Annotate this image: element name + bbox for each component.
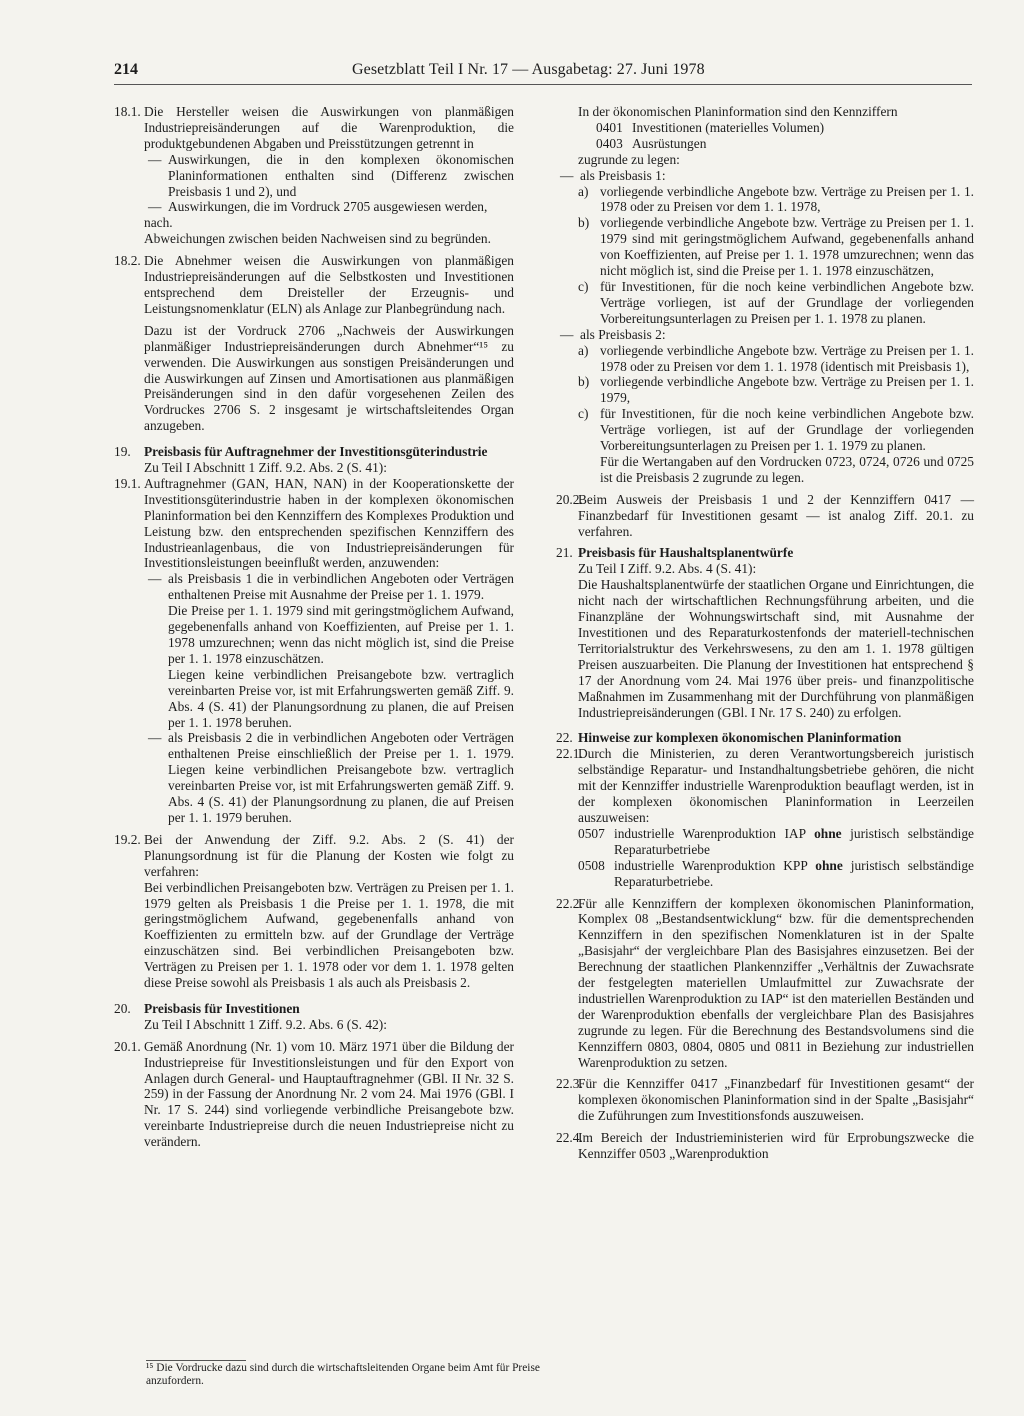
section-18-2 [114, 253, 514, 434]
dash-item: — Auswirkungen, die in den komplexen ökonomischen Planinformationen enthalten sind (Differenz zwischen Preisbasis 1 und 2), und [148, 151, 514, 199]
paragraph: Bei der Anwendung der Ziff. 9.2. Abs. 2 (S. 41) der Planungsordnung ist für die Planung der Kosten wie folgt zu verfahren: [144, 831, 514, 879]
section-20 [114, 1001, 514, 1033]
dash-item: — als Preisbasis 1 die in verbindlichen Angeboten oder Verträgen enthaltenen Preise mit Ausnahme der Preise per 1. 1. 1979. [148, 571, 514, 603]
letter-item: a) vorliegende verbindliche Angebote bzw. Verträge zu Preisen per 1. 1. 1978 oder zu Preisen vor dem 1. 1. 1978 (identisch mit Preisbasis 1), [578, 342, 974, 374]
paragraph: nach. [144, 215, 173, 231]
code-item: 0507 industrielle Warenproduktion IAP ohne juristisch selbständige Reparaturbetriebe [578, 825, 974, 857]
right-column [556, 104, 974, 1162]
paragraph: Beim Ausweis der Preisbasis 1 und 2 der Kennziffern 0417 — Finanzbedarf für Investitionen gesamt — ist analog Ziff. 20.1. zu verfahren. [578, 491, 974, 539]
section-number: 21. [556, 545, 573, 561]
section-number: 22.2. [556, 895, 583, 911]
section-number: 20.1. [114, 1038, 141, 1054]
section-19 [114, 444, 514, 476]
section-20-1-continued [556, 104, 974, 486]
section-number: 22.1. [556, 746, 583, 762]
paragraph: zugrunde zu legen: [578, 151, 680, 167]
running-title: Gesetzblatt Teil I Nr. 17 — Ausgabetag: 27. Juni 1978 [352, 61, 705, 78]
paragraph: Für die Wertangaben auf den Vordrucken 0723, 0724, 0726 und 0725 ist die Preisbasis 2 zugrunde zu legen. [600, 453, 974, 485]
paragraph: Die Hersteller weisen die Auswirkungen von planmäßigen Industriepreisänderungen auf die Warenproduktion, die produktgebundenen Abgaben und Preisstützungen getrennt in [144, 104, 514, 151]
paragraph: Die Preise per 1. 1. 1979 sind mit geringstmöglichem Aufwand, gegebenenfalls anhand von Koeffizienten, auf Preise per 1. 1. 1978 umzurechnen; wenn das nicht möglich ist, sind die Preise per 1. 1. 1978 einzuschätzen. [168, 603, 514, 666]
letter-item: b) vorliegende verbindliche Angebote bzw. Verträge zu Preisen per 1. 1. 1979, [578, 374, 974, 406]
header-rule [114, 84, 972, 85]
page-header [114, 62, 974, 84]
section-number: 22.3. [556, 1076, 583, 1092]
section-19-1 [114, 476, 514, 826]
section-number: 19.2. [114, 831, 141, 847]
section-number: 20.2. [556, 491, 583, 507]
section-number: 19.1. [114, 475, 141, 491]
paragraph: Dazu ist der Vordruck 2706 „Nachweis der Auswirkungen planmäßiger Industriepreisänderungen durch Abnehmer“¹⁵ zu verwenden. Die Auswirkungen aus sonstigen Preisänderungen und die Auswirkungen auf Zinsen und Amortisationen aus planmäßigen Preisänderungen sind in den dafür vorgesehenen Zeilen des Vordruckes 2706 S. 2 insgesamt je wirtschaftsleitendes Organ anzugeben. [144, 322, 514, 434]
section-number: 22. [556, 730, 573, 746]
paragraph: Liegen keine verbindlichen Preisangebote bzw. vertraglich vereinbarten Preise vor, ist mit Erfahrungswerten gemäß Ziff. 9. Abs. 4 (S. 41) der Planungsordnung zu planen, die auf Preisen per 1. 1. 1978 beruhen. [168, 666, 514, 730]
section-20-1 [114, 1039, 514, 1150]
section-22 [556, 730, 974, 746]
dash-item: — als Preisbasis 2 die in verbindlichen Angeboten oder Verträgen enthaltenen Preise einschließlich der Preise per 1. 1. 1979. Liegen keine verbindlichen Preisangebote bzw. vertraglich vereinbarten Preise vor, ist mit Erfahrungswerten gemäß Ziff. 9. Abs. 4 (S. 41) der Planungsordnung zu planen, die auf Preisen per 1. 1. 1979 beruhen. [148, 730, 514, 825]
paragraph: Auftragnehmer (GAN, HAN, NAN) in der Kooperationskette der Investitionsgüterindustrie haben in der komplexen ökonomischen Planinformation bei den Kennziffern des Komplexes Produktion und Leistung bzw. den entsprechenden spezifischen Kennziffern des Industrieanlagenbaus, die von Industriepreisänderungen für Investitionsleistungen beeinflußt werden, anzuwenden: [144, 475, 514, 571]
section-22-2 [556, 896, 974, 1071]
code-item: 0401 Investitionen (materielles Volumen) [596, 119, 825, 135]
code-item: 0403 Ausrüstungen [596, 135, 707, 151]
section-heading: Preisbasis für Auftragnehmer der Investitionsgüterindustrie [144, 444, 488, 460]
paragraph: Durch die Ministerien, zu deren Verantwortungsbereich juristisch selbständige Reparatur- und Instandhaltungsbetriebe gehören, die nicht mit der Kennziffer industrielle Warenproduktion beauflagt werden, ist in der komplexen ökonomischen Planinformation in Leerzeilen auszuweisen: [578, 746, 974, 825]
section-22-4 [556, 1130, 974, 1162]
reference: Zu Teil I Abschnitt 1 Ziff. 9.2. Abs. 2 (S. 41): [144, 460, 387, 476]
section-heading: Preisbasis für Investitionen [144, 1000, 300, 1016]
section-heading: Hinweise zur komplexen ökonomischen Planinformation [578, 730, 902, 746]
letter-item: c) für Investitionen, für die noch keine verbindlichen Angebote bzw. Verträge vorliegen, ist auf der Grundlage der vorliegenden Vorbereitungsunterlagen zu Preisen per 1. 1. 1978 zu planen. [578, 278, 974, 326]
paragraph: Bei verbindlichen Preisangeboten bzw. Verträgen zu Preisen per 1. 1. 1979 gelten als Preisbasis 1 die Preise per 1. 1. 1978, die mit geringstmöglichem Aufwand, gegebenenfalls anhand von Koeffizienten zu ermitteln bzw. auf der Grundlage der Verträge einzuschätzen sind. Bei verbindlichen Preisangeboten bzw. Verträgen zu Preisen per 1. 1. 1978 oder vor dem 1. 1. 1978 gelten diese Preise sowohl als Preisbasis 1 als auch als Preisbasis 2. [144, 879, 514, 991]
paragraph: Die Abnehmer weisen die Auswirkungen von planmäßigen Industriepreisänderungen auf die Selbstkosten und Investitionen entsprechend dem Dreisteller der Erzeugnis- und Leistungsnomenklatur (ELN) als Anlage zur Planbegründung nach. [144, 253, 514, 316]
section-number: 19. [114, 444, 131, 460]
paragraph: Im Bereich der Industrieministerien wird für Erprobungszwecke die Kennziffer 0503 „Warenproduktion [578, 1130, 974, 1162]
reference: Zu Teil I Ziff. 9.2. Abs. 4 (S. 41): [578, 561, 757, 577]
paragraph: Gemäß Anordnung (Nr. 1) vom 10. März 1971 über die Bildung der Industriepreise für Investitionsleistungen und für den Export von Anlagen durch General- und Hauptauftragnehmer (GBl. II Nr. 32 S. 259) in der Fassung der Anordnung Nr. 2 vom 24. Mai 1976 (GBl. I Nr. 17 S. 244) sind vorliegende verbindliche Preisangebote bzw. vereinbarte Industriepreise durch die neuen Industriepreise nicht zu verändern. [144, 1038, 514, 1150]
paragraph: Für alle Kennziffern der komplexen ökonomischen Planinformation, Komplex 08 „Bestandsentwicklung“ bzw. für die dementsprechenden Kennziffern in den spezifischen Nomenklaturen ist in der Spalte „Basisjahr“ der vergleichbare Plan des Basisjahres einzusetzen. Bei der Berechnung der staatlichen Plankennziffer „Verhältnis der Zuwachsrate der festgelegten materiellen Umlaufmittel zur Zuwachsrate der industriellen Warenproduktion zu IAP“ ist den materiellen Beständen und der Warenproduktion ebenfalls der vergleichbare Plan des Basisjahres zugrunde zu legen. Für die Berechnung des Bestandsvolumens sind die Kennziffern 0803, 0804, 0805 und 0811 in Beziehung zur industriellen Warenproduktion zu setzen. [578, 895, 974, 1070]
letter-list [556, 343, 974, 454]
section-number: 20. [114, 1000, 131, 1016]
section-number: 22.4. [556, 1130, 583, 1146]
left-column [114, 104, 514, 1150]
paragraph: In der ökonomischen Planinformation sind den Kennziffern [578, 104, 898, 119]
footnote: ¹⁵ Die Vordrucke dazu sind durch die wirtschaftsleitenden Organe beim Amt für Preise anzufordern. [146, 1362, 540, 1387]
code-list [556, 120, 974, 152]
section-20-2 [556, 492, 974, 540]
dash-item: — Auswirkungen, die im Vordruck 2705 ausgewiesen werden, [148, 199, 488, 215]
page-number: 214 [114, 61, 138, 78]
paragraph: Die Haushaltsplanentwürfe der staatlichen Organe und Einrichtungen, die nicht nach der wirtschaftlichen Rechnungsführung arbeiten, und die Finanzpläne der Wohnungswirtschaft sind, mit Ausnahme der Investitionen und des Reparaturkostenfonds der materiell-technischen Territorialstruktur des Verkehrswesens, zu den am 1. 1. 1978 gültigen Preisen auszuarbeiten. Die Planung der Investitionen hat entsprechend § 17 der Anordnung vom 24. Mai 1976 über preis- und finanzpolitische Maßnahmen im Zusammenhang mit der Durchführung von planmäßigen Industriepreisänderungen (GBl. I Nr. 17 S. 240) zu erfolgen. [578, 577, 974, 720]
letter-item: b) vorliegende verbindliche Angebote bzw. Verträge zu Preisen per 1. 1. 1979 sind mit geringstmöglichem Aufwand, gegebenenfalls anhand von Koeffizienten, auf Preise per 1. 1. 1978 umzurechnen; wenn das nicht möglich ist, sind die Preise per 1. 1. 1978 einzuschätzen, [578, 215, 974, 279]
reference: Zu Teil I Abschnitt 1 Ziff. 9.2. Abs. 6 (S. 42): [144, 1016, 387, 1032]
letter-item: a) vorliegende verbindliche Angebote bzw. Verträge zu Preisen per 1. 1. 1978 oder zu Preisen vor dem 1. 1. 1978, [578, 183, 974, 215]
section-22-3 [556, 1076, 974, 1124]
dash-item: — als Preisbasis 2: [560, 326, 666, 342]
section-number: 18.2. [114, 253, 141, 269]
dash-item: — als Preisbasis 1: [560, 167, 666, 183]
letter-item: c) für Investitionen, für die noch keine verbindlichen Angebote bzw. Verträge vorliegen, ist auf der Grundlage der vorliegenden Vorbereitungsunterlagen zu Preisen per 1. 1. 1979 zu planen. [578, 406, 974, 454]
section-number: 18.1. [114, 104, 141, 119]
paragraph: Abweichungen zwischen beiden Nachweisen sind zu begründen. [144, 231, 491, 247]
paragraph: Für die Kennziffer 0417 „Finanzbedarf für Investitionen gesamt“ der komplexen ökonomischen Planinformation sind in der Spalte „Basisjahr“ die Zuführungen zum Investitionsfonds auszuweisen. [578, 1076, 974, 1124]
section-21 [556, 545, 974, 720]
letter-list [556, 184, 974, 327]
section-heading: Preisbasis für Haushaltsplanentwürfe [578, 545, 794, 561]
section-22-1 [556, 746, 974, 889]
section-18-1 [114, 104, 514, 247]
section-19-2 [114, 832, 514, 991]
footnote-rule [146, 1360, 246, 1361]
code-item: 0508 industrielle Warenproduktion KPP ohne juristisch selbständige Reparaturbetriebe. [578, 857, 974, 889]
